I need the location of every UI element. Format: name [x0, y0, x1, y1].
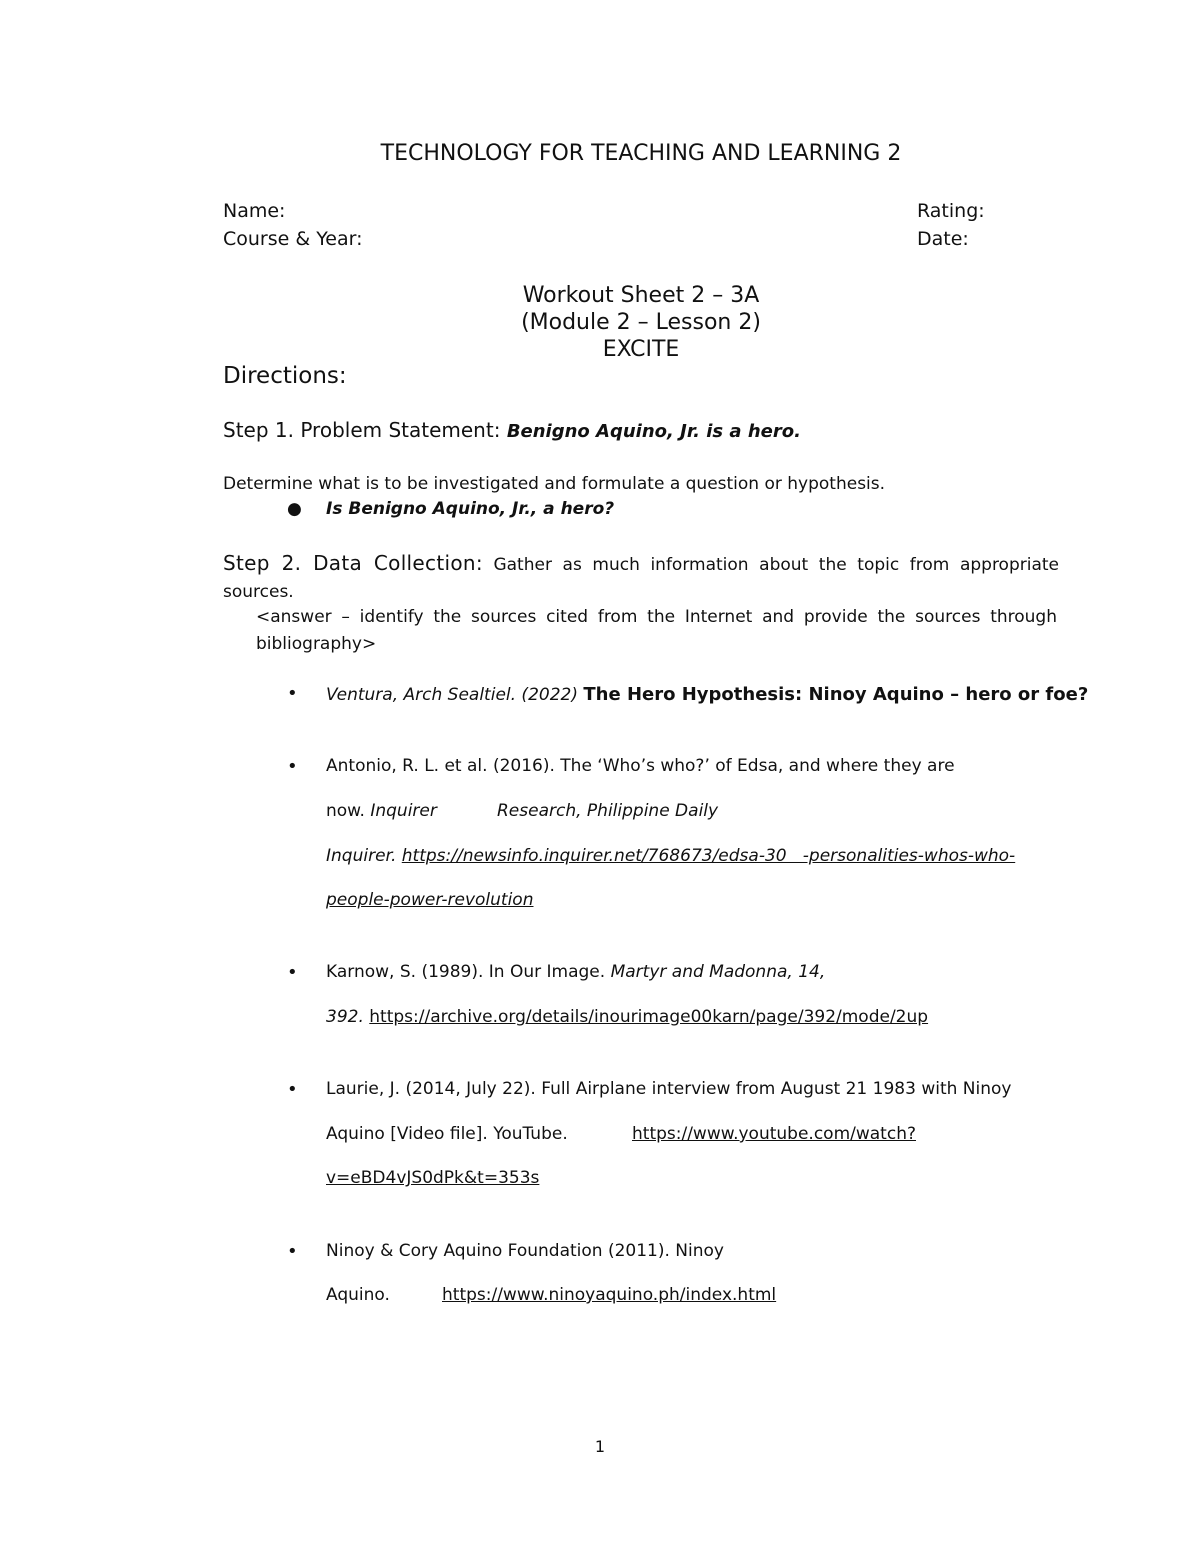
name-label: Name:	[223, 200, 286, 222]
bullet-icon: •	[287, 756, 298, 777]
reference-line	[326, 846, 1015, 866]
reference-text: Aquino.	[326, 1285, 390, 1305]
reference-pages: 392.	[326, 1007, 364, 1027]
sheet-module: (Module 2 – Lesson 2)	[521, 310, 761, 335]
bullet-icon: •	[287, 962, 298, 983]
reference-item	[326, 684, 1088, 705]
answer-note: <answer – identify the sources cited from the Internet and provide the sources through bibliography>	[256, 607, 1057, 654]
step1-statement: Benigno Aquino, Jr. is a hero.	[506, 421, 801, 442]
page-number: 1	[594, 1437, 606, 1456]
reference-line	[326, 962, 825, 982]
bullet-icon: •	[287, 1241, 298, 1262]
reference-source: Inquirer.	[326, 846, 397, 866]
sheet-title-block	[0, 282, 1200, 363]
reference-source: Inquirer	[370, 801, 437, 821]
step1-instruction: Determine what is to be investigated and formulate a question or hypothesis.	[223, 474, 886, 494]
bullet-icon: •	[287, 683, 298, 704]
reference-line	[326, 801, 437, 821]
step1-question: Is Benigno Aquino, Jr., a hero?	[326, 499, 615, 519]
directions-heading: Directions:	[223, 363, 347, 389]
reference-text: Karnow, S. (1989). In Our Image.	[326, 962, 606, 982]
rating-label: Rating:	[917, 200, 985, 222]
reference-source: Research, Philippine Daily	[497, 801, 719, 821]
step2-text: Gather as much information about the topic from appropriate sources.	[223, 555, 1060, 602]
reference-title: The Hero Hypothesis: Ninoy Aquino – hero or foe?	[583, 684, 1089, 705]
step2-paragraph	[223, 550, 1059, 606]
reference-link[interactable]: people-power-revolution	[326, 890, 534, 910]
sheet-title: Workout Sheet 2 – 3A	[522, 283, 760, 308]
reference-line: Antonio, R. L. et al. (2016). The ‘Who’s who?’ of Edsa, and where they are	[326, 756, 955, 776]
bullet-icon: •	[287, 1079, 298, 1100]
reference-link[interactable]: https://www.ninoyaquino.ph/index.html	[442, 1285, 777, 1305]
reference-author: Ventura, Arch Sealtiel. (2022)	[326, 685, 578, 705]
document-title: TECHNOLOGY FOR TEACHING AND LEARNING 2	[380, 141, 902, 166]
reference-link[interactable]: https://www.youtube.com/watch?	[632, 1124, 916, 1144]
step1-heading: Step 1. Problem Statement:	[223, 418, 501, 442]
step1-line	[223, 418, 801, 442]
reference-link[interactable]: https://newsinfo.inquirer.net/768673/edsa-30 -personalities-whos-who-	[401, 846, 1016, 866]
sheet-phase: EXCITE	[602, 337, 680, 362]
reference-line: Laurie, J. (2014, July 22). Full Airplane interview from August 21 1983 with Ninoy	[326, 1079, 1012, 1099]
reference-line	[326, 1007, 928, 1027]
reference-text: Aquino [Video file]. YouTube.	[326, 1124, 568, 1144]
reference-link[interactable]: https://archive.org/details/inourimage00karn/page/392/mode/2up	[369, 1007, 929, 1027]
reference-line: Ninoy & Cory Aquino Foundation (2011). Ninoy	[326, 1241, 724, 1261]
reference-source: Martyr and Madonna, 14,	[610, 962, 826, 982]
bullet-icon: ●	[287, 499, 302, 519]
reference-text: now.	[326, 801, 365, 821]
step2-heading: Step 2. Data Collection:	[223, 551, 483, 575]
reference-link[interactable]: v=eBD4vJS0dPk&t=353s	[326, 1168, 540, 1188]
course-year-label: Course & Year:	[223, 228, 363, 250]
date-label: Date:	[917, 228, 969, 250]
